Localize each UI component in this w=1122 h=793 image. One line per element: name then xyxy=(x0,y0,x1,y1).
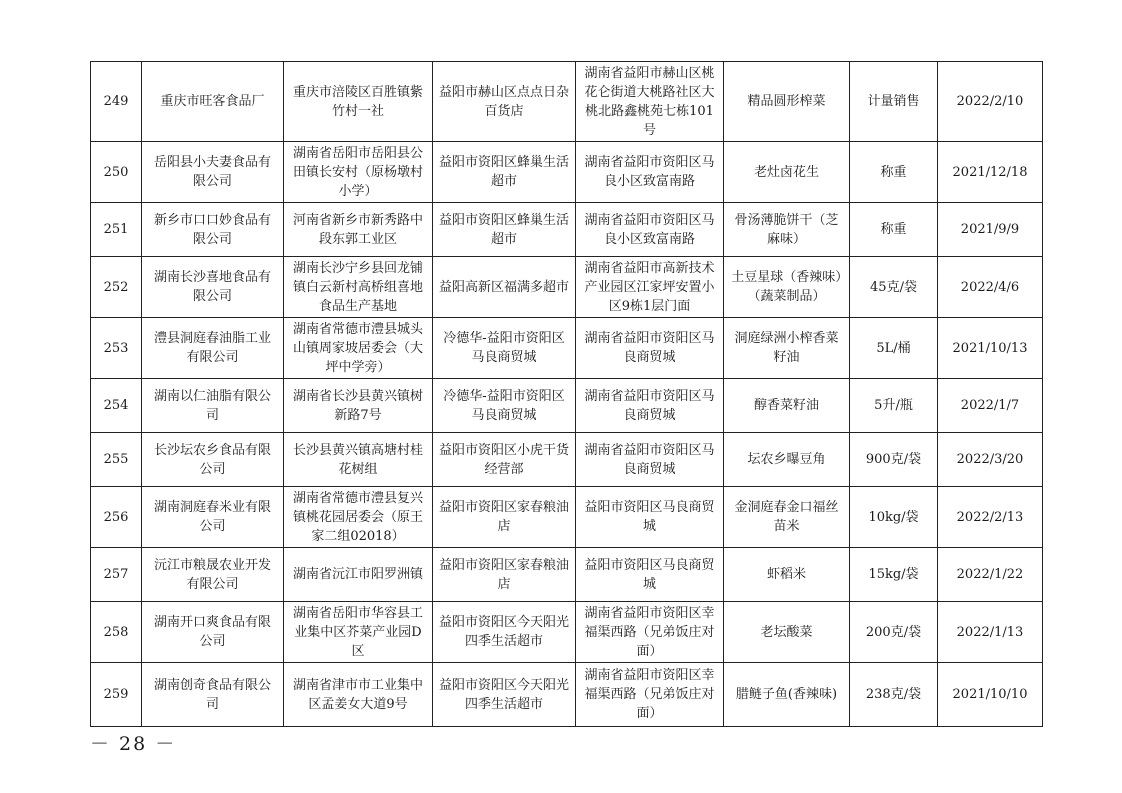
producer-name-cell: 湖南洞庭春米业有限公司 xyxy=(142,487,284,548)
product-spec-cell: 10kg/袋 xyxy=(850,487,938,548)
table-body xyxy=(91,62,1043,727)
seller-name-cell: 冷德华-益阳市资阳区马良商贸城 xyxy=(433,379,576,433)
product-name-cell: 腊鲢子鱼(香辣味) xyxy=(724,663,850,727)
product-spec-cell: 15kg/袋 xyxy=(850,548,938,602)
producer-address-cell: 湖南省岳阳市华容县工业集中区芥菜产业园D区 xyxy=(284,602,433,663)
seller-address-cell: 湖南省益阳市赫山区桃花仑街道大桃路社区大桃北路鑫桃苑七栋101号 xyxy=(576,62,724,142)
product-name-cell: 土豆星球（香辣味）（蔬菜制品） xyxy=(724,257,850,318)
seller-address-cell: 益阳市资阳区马良商贸城 xyxy=(576,548,724,602)
product-name-cell: 醇香菜籽油 xyxy=(724,379,850,433)
row-number-cell: 253 xyxy=(91,318,142,379)
product-name-cell: 洞庭绿洲小榨香菜籽油 xyxy=(724,318,850,379)
table-row xyxy=(91,142,1043,203)
table-row xyxy=(91,433,1043,487)
seller-name-cell: 益阳市赫山区点点日杂百货店 xyxy=(433,62,576,142)
producer-name-cell: 新乡市口口妙食品有限公司 xyxy=(142,203,284,257)
producer-name-cell: 岳阳县小夫妻食品有限公司 xyxy=(142,142,284,203)
row-number-cell: 257 xyxy=(91,548,142,602)
product-spec-cell: 5升/瓶 xyxy=(850,379,938,433)
seller-name-cell: 益阳市资阳区小虎干货经营部 xyxy=(433,433,576,487)
production-date-cell: 2022/4/6 xyxy=(938,257,1043,318)
producer-name-cell: 湖南以仁油脂有限公司 xyxy=(142,379,284,433)
product-name-cell: 老坛酸菜 xyxy=(724,602,850,663)
seller-address-cell: 湖南省益阳市资阳区马良商贸城 xyxy=(576,379,724,433)
table-row xyxy=(91,62,1043,142)
producer-address-cell: 河南省新乡市新秀路中段东郭工业区 xyxy=(284,203,433,257)
page-number: － 28 － xyxy=(90,733,177,755)
seller-name-cell: 益阳市资阳区蜂巢生活超市 xyxy=(433,203,576,257)
seller-address-cell: 湖南省益阳市资阳区马良小区致富南路 xyxy=(576,203,724,257)
producer-address-cell: 湖南省津市市工业集中区孟姜女大道9号 xyxy=(284,663,433,727)
product-spec-cell: 称重 xyxy=(850,142,938,203)
product-name-cell: 骨汤薄脆饼干（芝麻味） xyxy=(724,203,850,257)
production-date-cell: 2022/1/13 xyxy=(938,602,1043,663)
seller-address-cell: 湖南省益阳市资阳区马良小区致富南路 xyxy=(576,142,724,203)
row-number-cell: 258 xyxy=(91,602,142,663)
seller-name-cell: 益阳市资阳区蜂巢生活超市 xyxy=(433,142,576,203)
seller-name-cell: 益阳市资阳区家春粮油店 xyxy=(433,548,576,602)
seller-name-cell: 益阳高新区福满多超市 xyxy=(433,257,576,318)
seller-address-cell: 湖南省益阳市资阳区幸福渠西路（兄弟饭庄对面） xyxy=(576,663,724,727)
production-date-cell: 2021/10/13 xyxy=(938,318,1043,379)
producer-address-cell: 湖南省长沙县黄兴镇树新路7号 xyxy=(284,379,433,433)
producer-address-cell: 湖南长沙宁乡县回龙铺镇白云新村高桥组喜地食品生产基地 xyxy=(284,257,433,318)
row-number-cell: 250 xyxy=(91,142,142,203)
seller-address-cell: 湖南省益阳市资阳区马良商贸城 xyxy=(576,318,724,379)
table-row xyxy=(91,548,1043,602)
producer-address-cell: 湖南省常德市澧县复兴镇桃花园居委会（原王家二组02018） xyxy=(284,487,433,548)
row-number-cell: 259 xyxy=(91,663,142,727)
production-date-cell: 2022/1/7 xyxy=(938,379,1043,433)
producer-address-cell: 重庆市涪陵区百胜镇紫竹村一社 xyxy=(284,62,433,142)
seller-address-cell: 益阳市资阳区马良商贸城 xyxy=(576,487,724,548)
product-name-cell: 老灶卤花生 xyxy=(724,142,850,203)
product-spec-cell: 5L/桶 xyxy=(850,318,938,379)
product-name-cell: 金洞庭春金口福丝苗米 xyxy=(724,487,850,548)
producer-name-cell: 沅江市粮晟农业开发有限公司 xyxy=(142,548,284,602)
seller-address-cell: 湖南省益阳市高新技术产业园区江家坪安置小区9栋1层门面 xyxy=(576,257,724,318)
seller-name-cell: 益阳市资阳区家春粮油店 xyxy=(433,487,576,548)
product-spec-cell: 238克/袋 xyxy=(850,663,938,727)
producer-name-cell: 湖南开口爽食品有限公司 xyxy=(142,602,284,663)
product-name-cell: 虾稻米 xyxy=(724,548,850,602)
production-date-cell: 2022/2/13 xyxy=(938,487,1043,548)
production-date-cell: 2022/1/22 xyxy=(938,548,1043,602)
production-date-cell: 2021/9/9 xyxy=(938,203,1043,257)
table-row xyxy=(91,487,1043,548)
producer-address-cell: 长沙县黄兴镇高塘村桂花树组 xyxy=(284,433,433,487)
producer-address-cell: 湖南省常德市澧县城头山镇周家坡居委会（大坪中学旁） xyxy=(284,318,433,379)
product-spec-cell: 称重 xyxy=(850,203,938,257)
product-name-cell: 坛农乡曝豆角 xyxy=(724,433,850,487)
data-table xyxy=(90,61,1043,727)
row-number-cell: 256 xyxy=(91,487,142,548)
seller-name-cell: 冷德华-益阳市资阳区马良商贸城 xyxy=(433,318,576,379)
seller-name-cell: 益阳市资阳区今天阳光四季生活超市 xyxy=(433,663,576,727)
production-date-cell: 2022/2/10 xyxy=(938,62,1043,142)
table-row xyxy=(91,203,1043,257)
table-row xyxy=(91,379,1043,433)
row-number-cell: 254 xyxy=(91,379,142,433)
production-date-cell: 2021/10/10 xyxy=(938,663,1043,727)
table-row xyxy=(91,663,1043,727)
seller-address-cell: 湖南省益阳市资阳区幸福渠西路（兄弟饭庄对面） xyxy=(576,602,724,663)
production-date-cell: 2022/3/20 xyxy=(938,433,1043,487)
row-number-cell: 255 xyxy=(91,433,142,487)
production-date-cell: 2021/12/18 xyxy=(938,142,1043,203)
product-spec-cell: 计量销售 xyxy=(850,62,938,142)
producer-address-cell: 湖南省沅江市阳罗洲镇 xyxy=(284,548,433,602)
row-number-cell: 251 xyxy=(91,203,142,257)
producer-name-cell: 湖南长沙喜地食品有限公司 xyxy=(142,257,284,318)
product-name-cell: 精品圆形榨菜 xyxy=(724,62,850,142)
table-row xyxy=(91,257,1043,318)
producer-name-cell: 重庆市旺客食品厂 xyxy=(142,62,284,142)
table-row xyxy=(91,318,1043,379)
product-spec-cell: 200克/袋 xyxy=(850,602,938,663)
table-row xyxy=(91,602,1043,663)
producer-name-cell: 湖南创奇食品有限公司 xyxy=(142,663,284,727)
row-number-cell: 252 xyxy=(91,257,142,318)
producer-name-cell: 澧县洞庭春油脂工业有限公司 xyxy=(142,318,284,379)
product-spec-cell: 900克/袋 xyxy=(850,433,938,487)
producer-address-cell: 湖南省岳阳市岳阳县公田镇长安村（原杨墩村小学） xyxy=(284,142,433,203)
seller-name-cell: 益阳市资阳区今天阳光四季生活超市 xyxy=(433,602,576,663)
product-spec-cell: 45克/袋 xyxy=(850,257,938,318)
producer-name-cell: 长沙坛农乡食品有限公司 xyxy=(142,433,284,487)
seller-address-cell: 湖南省益阳市资阳区马良商贸城 xyxy=(576,433,724,487)
row-number-cell: 249 xyxy=(91,62,142,142)
